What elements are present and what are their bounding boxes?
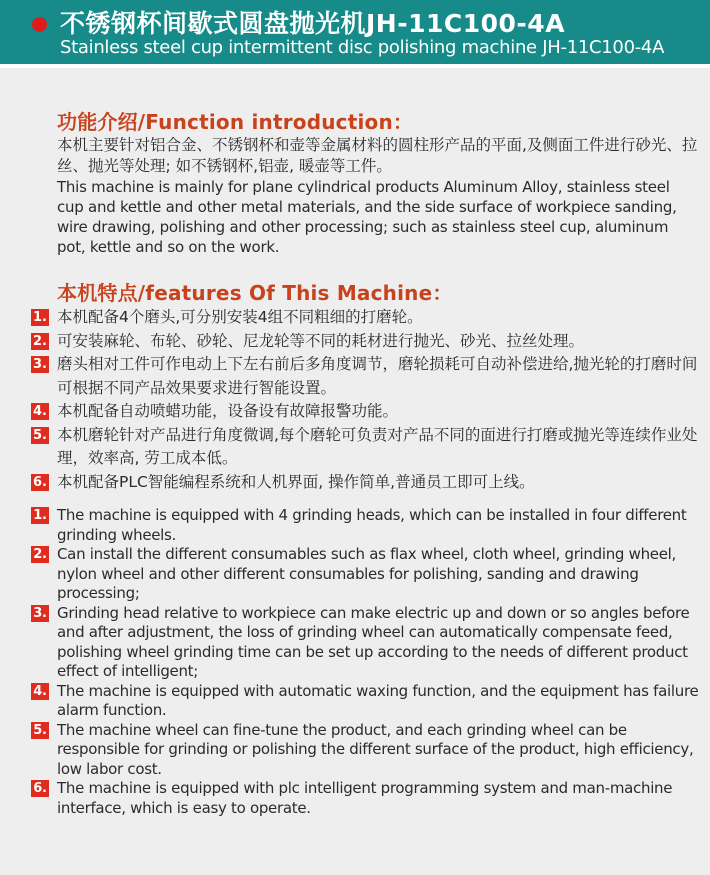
features-list-en [33, 506, 700, 818]
list-item-text: 本机磨轮针对产品进行角度微调,每个磨轮可负责对产品不同的面进行打磨或抛光等连续作业处理，效率高, 劳工成本低。 [57, 425, 698, 467]
features-list-cn [33, 306, 700, 494]
number-badge: 6. [31, 780, 49, 797]
list-item [33, 306, 700, 330]
number-badge: 5. [31, 427, 49, 444]
list-item [33, 353, 700, 400]
title-chinese: 不锈钢杯间歇式圆盘抛光机JH-11C100-4A [60, 9, 566, 38]
list-item-text: The machine is equipped with automatic waxing function, and the equipment has failure alarm function. [57, 681, 699, 719]
number-badge: 2. [31, 546, 49, 563]
header-banner [0, 0, 710, 64]
title-english: Stainless steel cup intermittent disc polishing machine JH-11C100-4A [60, 37, 665, 58]
list-item [33, 603, 700, 682]
number-badge: 3. [31, 605, 49, 622]
function-intro-title: 功能介绍/Function introduction： [57, 110, 414, 134]
list-item-text: The machine wheel can fine-tune the product, and each grinding wheel can be responsible for grinding or polishing the different surface of the product, high efficiency, low labor cost. [57, 720, 694, 778]
list-item [33, 779, 700, 818]
number-badge: 1. [31, 309, 49, 326]
features-title: 本机特点/features Of This Machine： [57, 281, 453, 305]
list-item-text: Grinding head relative to workpiece can make electric up and down or so angles before and after adjustment, the loss of grinding wheel can automatically compensate feed, polishing wheel grinding time can be set up according to the needs of different product effect of intelligent; [57, 603, 690, 680]
list-item-text: 本机配备自动喷蜡功能，设备设有故障报警功能。 [57, 402, 399, 420]
list-item-text: 可安装麻轮、布轮、砂轮、尼龙轮等不同的耗材进行抛光、砂光、拉丝处理。 [57, 331, 585, 350]
number-badge: 4. [31, 683, 49, 700]
number-badge: 5. [31, 722, 49, 739]
list-item [33, 400, 700, 424]
list-item [33, 330, 700, 354]
list-item-text: 磨头相对工件可作电动上下左右前后多角度调节，磨轮损耗可自动补偿进给,抛光轮的打磨时间可根据不同产品效果要求进行智能设置。 [57, 355, 698, 397]
list-item-text: The machine is equipped with 4 grinding heads, which can be installed in four different grinding wheels. [57, 506, 687, 544]
function-intro-text-cn: 本机主要针对铝合金、不锈钢杯和壶等金属材料的圆柱形产品的平面,及侧面工件进行砂光、拉丝、抛光等处理; 如不锈钢杯,铝壶, 暖壶等工件。 [57, 136, 698, 175]
document-body [0, 106, 710, 818]
list-item-text: 本机配备PLC智能编程系统和人机界面, 操作简单,普通员工即可上线。 [57, 472, 535, 491]
number-badge: 3. [31, 356, 49, 373]
red-dot-icon [32, 17, 47, 32]
list-item [33, 545, 700, 604]
list-item [33, 681, 700, 721]
number-badge: 1. [31, 507, 49, 524]
number-badge: 4. [31, 403, 49, 420]
list-item-text: The machine is equipped with plc intelligent programming system and man-machine interface, which is easy to operate. [57, 779, 673, 817]
list-item [33, 720, 700, 780]
function-intro-text-en: This machine is mainly for plane cylindrical products Aluminum Alloy, stainless steel cup and kettle and other metal materials, and the side surface of workpiece sanding, wire drawing, polishing and other processing; such as stainless steel cup, aluminum pot, kettle and so on the work. [57, 178, 677, 256]
list-item-text: 本机配备4个磨头,可分别安装4组不同粗细的打磨轮。 [57, 308, 423, 326]
number-badge: 2. [31, 333, 49, 350]
number-badge: 6. [31, 474, 49, 491]
list-item [33, 424, 700, 471]
list-item [33, 506, 700, 545]
list-item-text: Can install the different consumables such as flax wheel, cloth wheel, grinding wheel, nylon wheel and other different consumables for polishing, sanding and drawing processing; [57, 545, 676, 602]
header-divider [0, 64, 710, 68]
list-item [33, 471, 700, 495]
